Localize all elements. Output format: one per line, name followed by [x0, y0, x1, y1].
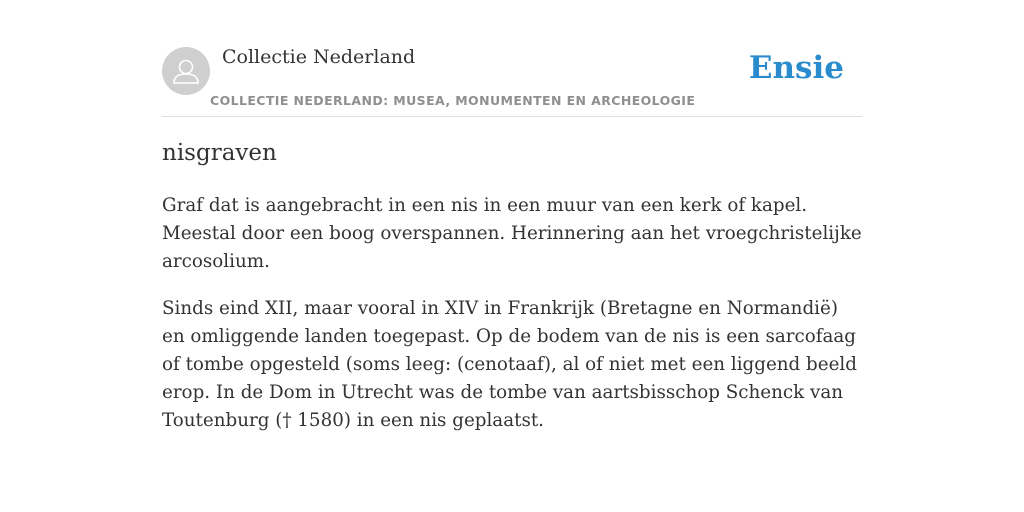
entry-paragraph: Graf dat is aangebracht in een nis in een muur van een kerk of kapel. Meestal door een boog overspannen. Herinnering aan het vroegchristelijke arcosolium. — [162, 195, 862, 272]
source-label[interactable]: COLLECTIE NEDERLAND: MUSEA, MONUMENTEN EN ARCHEOLOGIE — [210, 93, 696, 108]
entry-term: nisgraven — [162, 140, 277, 166]
entry-body — [162, 192, 862, 454]
avatar[interactable] — [162, 47, 210, 95]
entry-paragraph: Sinds eind XII, maar vooral in XIV in Frankrijk (Bretagne en Normandië) en omliggende landen toegepast. Op de bodem van de nis is een sarcofaag of tombe opgesteld (soms leeg: (cenotaaf), al of niet met een liggend beeld erop. In de Dom in Utrecht was de tombe van aartsbisschop Schenck van Toutenburg († 1580) in een nis geplaatst. — [162, 298, 857, 431]
author-name[interactable]: Collectie Nederland — [222, 46, 416, 68]
ensie-logo[interactable]: Ensie — [748, 50, 844, 86]
header — [162, 0, 862, 117]
page-container — [162, 0, 862, 431]
user-silhouette-icon — [162, 47, 210, 95]
